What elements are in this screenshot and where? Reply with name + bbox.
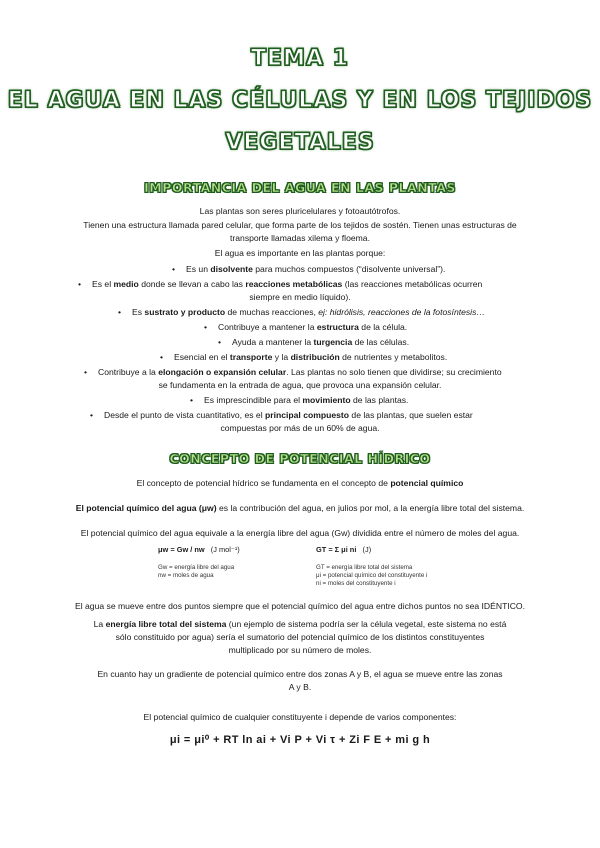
para-componentes: El potencial químico de cualquier constituyente i depende de varios componentes: <box>143 712 457 722</box>
legend-gw: Gw = energía libre del agua <box>158 564 235 571</box>
legend-nw: nw = moles de agua <box>158 572 214 579</box>
bullet-elongacion-cont: se fundamenta en la entrada de agua, que provoca una expansión celular. <box>158 380 442 390</box>
para-energia-total-1: La energía libre total del sistema (un ejemplo de sistema podría ser la célula vegetal, este sistema no está <box>93 619 507 629</box>
para-definicion-mu: El potencial químico del agua (μw) es la contribución del agua, en julios por mol, a la energía libre total del sistema. <box>75 503 525 513</box>
para-gradiente-2: A y B. <box>288 682 312 692</box>
equation-g-total: GT = Σ μi ni (J) <box>316 545 372 554</box>
bullet-turgencia: • Ayuda a mantener la turgencia de las células. <box>218 337 410 347</box>
intro-line-3: transporte llamadas xilema y floema. <box>230 233 370 243</box>
bullet-compuesto: • Desde el punto de vista cuantitativo, es el principal compuesto de las plantas, que suelen estar <box>90 410 473 420</box>
bullet-medio: • Es el medio donde se llevan a cabo las reacciones metabólicas (las reacciones metabólicas ocurren <box>78 279 483 289</box>
intro-line-4: El agua es importante en las plantas porque: <box>214 248 386 258</box>
para-energia-libre: El potencial químico del agua equivale a la energía libre del agua (Gw) dividida entre el número de moles del agua. <box>80 528 520 538</box>
legend-ni: ni = moles del constituyente i <box>316 580 396 587</box>
bullet-medio-cont: siempre en medio líquido). <box>249 292 351 302</box>
bullet-compuesto-cont: compuestas por más de un 60% de agua. <box>220 423 380 433</box>
intro-line-2: Tienen una estructura llamada pared celular, que forma parte de los tejidos de sostén. Tienen unas estructuras de <box>83 220 517 230</box>
title-line-1: TEMA 1 <box>251 46 349 71</box>
legend-gt: GT = energía libre total del sistema <box>316 564 413 571</box>
para-energia-total-2: sólo constituido por agua) sería el sumatorio del potencial químico de los distintos constituyentes <box>115 632 485 642</box>
bullet-transporte: • Esencial en el transporte y la distribución de nutrientes y metabolitos. <box>160 352 448 362</box>
equation-mu-w: μw = Gw / nw (J mol⁻¹) <box>158 545 240 554</box>
para-movimiento-agua: El agua se mueve entre dos puntos siempre que el potencial químico del agua entre dichos puntos no sea IDÉNTICO. <box>74 601 525 611</box>
bullet-estructura: • Contribuye a mantener la estructura de la célula. <box>204 322 408 332</box>
para-potencial-quimico: El concepto de potencial hídrico se fundamenta en el concepto de potencial químico <box>136 478 464 488</box>
bullet-sustrato: • Es sustrato y producto de muchas reacciones, ej: hidrólisis, reacciones de la fotosíntesis… <box>118 307 485 317</box>
para-gradiente-1: En cuanto hay un gradiente de potencial químico entre dos zonas A y B, el agua se mueve entre las zonas <box>97 669 503 679</box>
para-energia-total-3: multiplicado por su número de moles. <box>228 645 372 655</box>
bullet-elongacion: • Contribuye a la elongación o expansión celular. Las plantas no solo tienen que dividirse; su crecimiento <box>84 367 502 377</box>
section-heading-potencial: CONCEPTO DE POTENCIAL HÍDRICO <box>169 451 431 466</box>
bullet-movimiento: • Es imprescindible para el movimiento de las plantas. <box>190 395 409 405</box>
intro-line-1: Las plantas son seres pluricelulares y fotoautótrofos. <box>199 206 401 216</box>
bullet-disolvente: • Es un disolvente para muchos compuestos (“disolvente universal”). <box>172 264 446 274</box>
formula-potencial-quimico: μi = μi⁰ + RT ln ai + Vi P + Vi τ + Zi F E + mi g h <box>169 734 431 746</box>
title-line-2: EL AGUA EN LAS CÉLULAS Y EN LOS TEJIDOS <box>7 88 593 113</box>
legend-mui: μi = potencial químico del constituyente i <box>316 572 428 579</box>
section-heading-importancia: IMPORTANCIA DEL AGUA EN LAS PLANTAS <box>144 180 456 195</box>
title-line-3: VEGETALES <box>225 130 375 155</box>
